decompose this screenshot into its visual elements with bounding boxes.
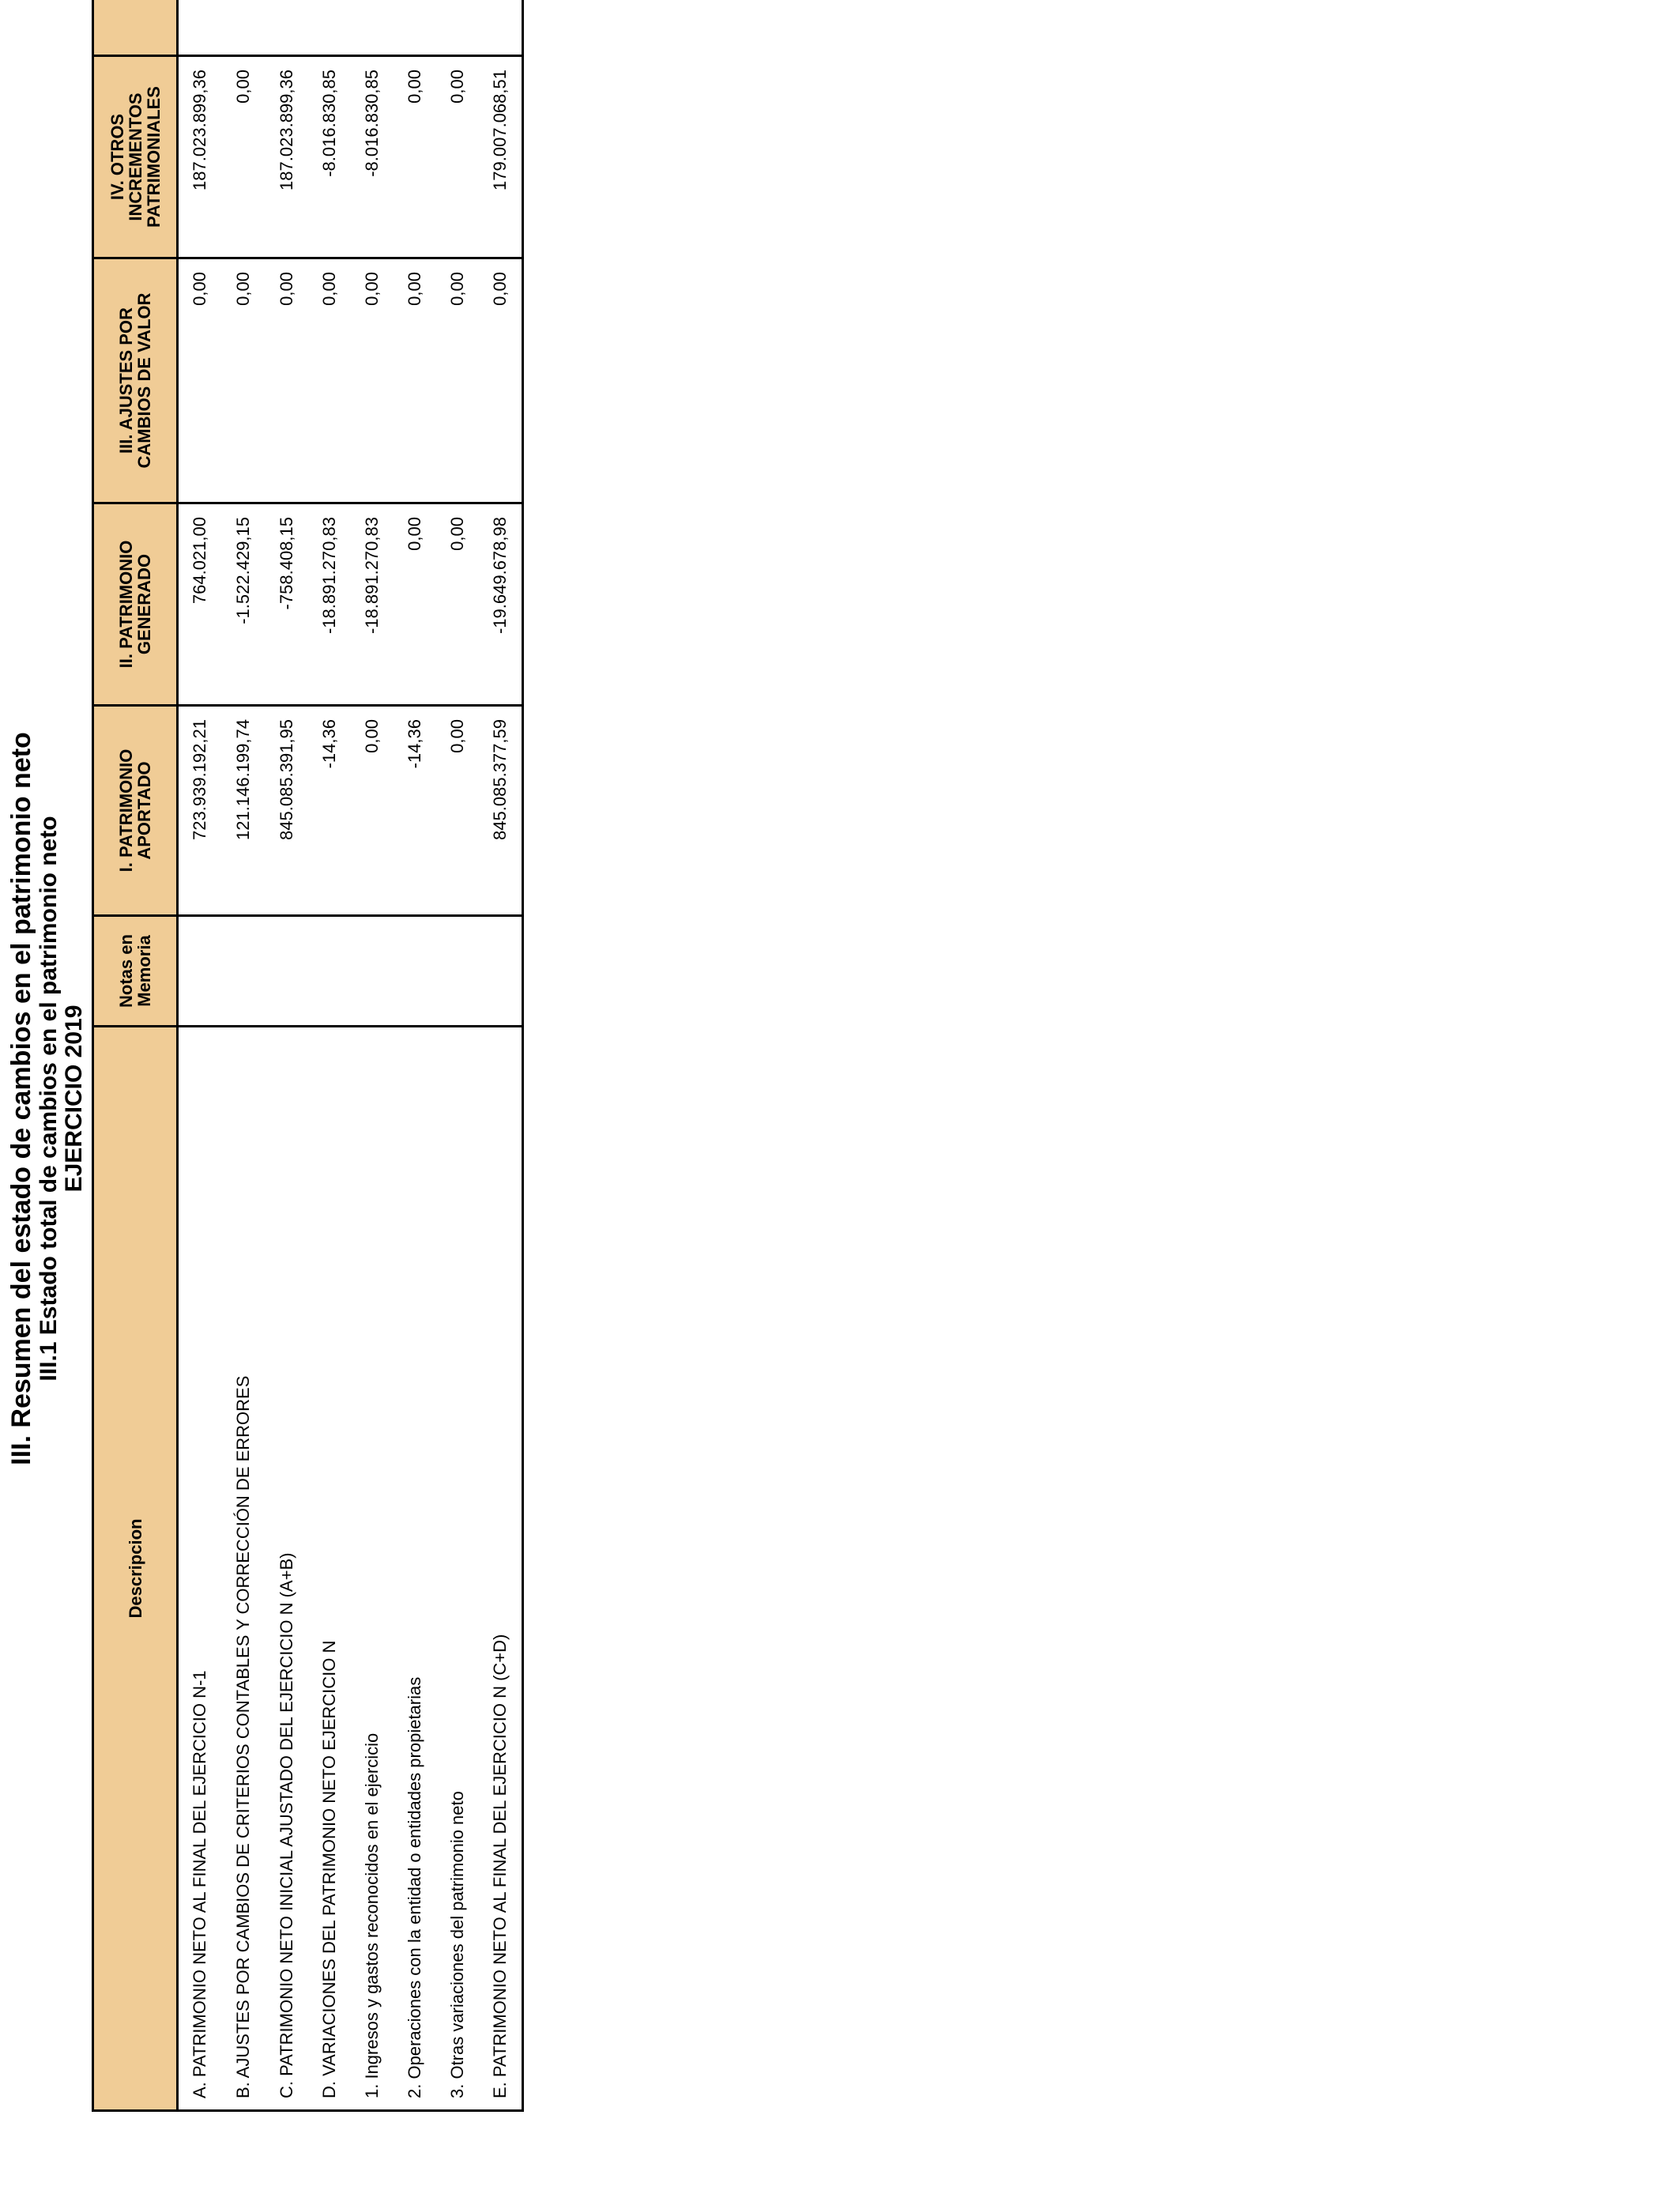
row-aportado: 0,00 [351, 706, 394, 916]
row-otros: 187.023.899,36 [178, 56, 222, 258]
row-total [178, 0, 222, 56]
row-description: 1. Ingresos y gastos reconocidos en el ejercicio [351, 1027, 394, 2111]
row-otros: 179.007.068,51 [479, 56, 523, 258]
row-aportado: 845.085.377,59 [479, 706, 523, 916]
row-ajustes: 0,00 [308, 258, 351, 503]
header-descripcion: Descripcion [93, 1027, 178, 2111]
row-notas [436, 916, 479, 1027]
row-otros: 0,00 [394, 56, 436, 258]
row-description: 2. Operaciones con la entidad o entidades propietarias [394, 1027, 436, 2111]
row-ajustes: 0,00 [221, 258, 266, 503]
row-notas [266, 916, 308, 1027]
row-generado: 0,00 [394, 503, 436, 706]
row-ajustes: 0,00 [351, 258, 394, 503]
row-ajustes: 0,00 [266, 258, 308, 503]
header-notas: Notas en Memoria [93, 916, 178, 1027]
row-generado: -1.522.429,15 [221, 503, 266, 706]
row-description: C. PATRIMONIO NETO INICIAL AJUSTADO DEL EJERCICIO N (A+B) [266, 1027, 308, 2111]
row-ajustes: 0,00 [394, 258, 436, 503]
table-row [436, 0, 479, 2111]
row-description: E. PATRIMONIO NETO AL FINAL DEL EJERCICIO N (C+D) [479, 1027, 523, 2111]
header-otros-incrementos: IV. OTROS INCREMENTOS PATRIMONIALES [93, 56, 178, 258]
title-block [5, 16, 87, 2181]
table-row [308, 0, 351, 2111]
row-notas [351, 916, 394, 1027]
row-aportado: 121.146.199,74 [221, 706, 266, 916]
table-row [394, 0, 436, 2111]
rotated-page [5, 16, 542, 2181]
row-generado: 764.021,00 [178, 503, 222, 706]
page-subtitle: III.1 Estado total de cambios en el patrimonio neto [36, 816, 62, 1382]
equity-changes-table [92, 0, 524, 2112]
row-otros: -8.016.830,85 [308, 56, 351, 258]
row-generado: -758.408,15 [266, 503, 308, 706]
row-aportado: 0,00 [436, 706, 479, 916]
table-row [479, 0, 523, 2111]
row-notas [479, 916, 523, 1027]
header-total [93, 0, 178, 56]
row-otros: 0,00 [436, 56, 479, 258]
header-patrimonio-generado: II. PATRIMONIO GENERADO [93, 503, 178, 706]
row-total [266, 0, 308, 56]
row-total [479, 0, 523, 56]
row-aportado: 723.939.192,21 [178, 706, 222, 916]
row-total [394, 0, 436, 56]
row-generado: -18.891.270,83 [351, 503, 394, 706]
row-notas [221, 916, 266, 1027]
table-row [178, 0, 222, 2111]
row-otros: -8.016.830,85 [351, 56, 394, 258]
year-label: EJERCICIO 2019 [61, 1005, 87, 1193]
row-notas [308, 916, 351, 1027]
row-description: 3. Otras variaciones del patrimonio neto [436, 1027, 479, 2111]
table-row [266, 0, 308, 2111]
table-row [351, 0, 394, 2111]
row-notas [178, 916, 222, 1027]
page-title: III. Resumen del estado de cambios en el patrimonio neto [6, 732, 36, 1465]
row-ajustes: 0,00 [479, 258, 523, 503]
row-description: A. PATRIMONIO NETO AL FINAL DEL EJERCICIO N-1 [178, 1027, 222, 2111]
header-ajustes-cambios-valor: III. AJUSTES POR CAMBIOS DE VALOR [93, 258, 178, 503]
row-total [308, 0, 351, 56]
row-aportado: -14,36 [394, 706, 436, 916]
row-description: B. AJUSTES POR CAMBIOS DE CRITERIOS CONTABLES Y CORRECCIÓN DE ERRORES [221, 1027, 266, 2111]
row-otros: 0,00 [221, 56, 266, 258]
header-patrimonio-aportado: I. PATRIMONIO APORTADO [93, 706, 178, 916]
row-description: D. VARIACIONES DEL PATRIMONIO NETO EJERCICIO N [308, 1027, 351, 2111]
row-aportado: -14,36 [308, 706, 351, 916]
row-generado: 0,00 [436, 503, 479, 706]
table-row [221, 0, 266, 2111]
row-otros: 187.023.899,36 [266, 56, 308, 258]
row-generado: -19.649.678,98 [479, 503, 523, 706]
row-ajustes: 0,00 [436, 258, 479, 503]
row-total [351, 0, 394, 56]
row-notas [394, 916, 436, 1027]
row-total [221, 0, 266, 56]
row-ajustes: 0,00 [178, 258, 222, 503]
header-row [93, 0, 178, 2111]
row-generado: -18.891.270,83 [308, 503, 351, 706]
row-aportado: 845.085.391,95 [266, 706, 308, 916]
row-total [436, 0, 479, 56]
